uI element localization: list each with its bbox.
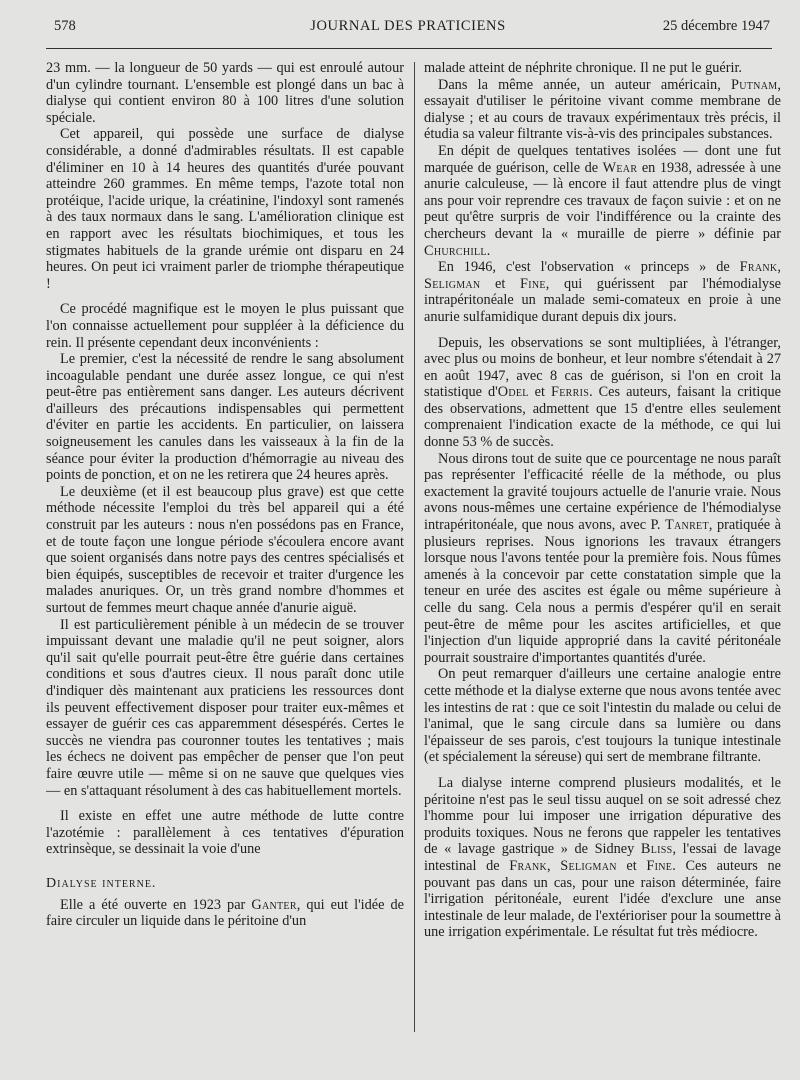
text-run: , qui eut l'idée de faire circuler un liquide dans le péritoine d'un	[46, 896, 404, 930]
paragraph	[424, 259, 781, 325]
page-number: 578	[54, 18, 76, 34]
author-name: Tanret	[665, 517, 709, 534]
text-run: .	[486, 242, 491, 259]
paragraph: On peut remarquer d'ailleurs une certaine analogie entre cette méthode et la dialyse externe que nous avons tentée avec les intestins de rat : que ce soit l'intestin du malade ou celui de l'animal, que le sang circule dans sa lumière ou dans l'épaisseur de ses parois, c'est toujours la tunique intestinale (et spécialement la séreuse) qui sert de membrane filtrante.	[424, 666, 781, 766]
author-name: Churchill	[424, 242, 487, 259]
text-run: . Ces auteurs ne pouvant pas dans un cas, pour une raison déterminée, faire l'irrigation péritonéale, eurent l'idée d'exclure une anse intestinale de leur malade, de l'extérioriser pour la soumettre à une irrigation expérimentale. Le résultat fut très médiocre.	[424, 857, 781, 941]
paragraph: Il est particulièrement pénible à un médecin de se trouver impuissant devant une maladie qu'il ne peut soigner, alors qu'il sait qu'elle pourrait peut-être être guérie dans certaines conditions et sous d'autres cieux. Il nous paraît donc utile d'indiquer dès maintenant aux praticiens les ressources dont ils peuvent effectivement disposer pour traiter eux-mêmes et essayer de guérir ces cas apparemment désespérés. Certes le succès ne viendra pas couronner toutes les tentatives ; mais les échecs ne doivent pas empêcher de penser que l'on peut faire œuvre utile — même si on ne sauve que quelques vies — en s'attaquant résolument à des cas habituellement mortels.	[46, 616, 404, 799]
paragraph: Le premier, c'est la nécessité de rendre le sang absolument incoagulable pendant une durée assez longue, ce qui n'est peut-être pas entièrement sans danger. Les auteurs décrivent d'ailleurs des précautions indispensables qui permettent d'éviter en partie les accidents. En particulier, on laissera soigneusement les canules dans les vaisseaux à la fin de la séance pour éviter la production d'hémorragie au niveau des points de ponction, et on ne les retirera que 24 heures après.	[46, 351, 404, 484]
header-rule	[46, 48, 772, 49]
paragraph	[424, 335, 781, 451]
paragraph: malade atteint de néphrite chronique. Il ne put le guérir.	[424, 60, 742, 76]
paragraph	[424, 775, 781, 941]
text-run: , essayait d'utiliser le péritoine vivant comme membrane de dialyse ; et au cours de travaux expérimentaux très précis, il étudia sa valeur filtrante vis-à-vis des principales substances.	[424, 76, 781, 143]
text-run: La dialyse interne comprend plusieurs modalités, et le péritoine n'est pas le seul tissu auquel on se soit adressé chez l'homme pour lui imposer une irrigation dépurative des produits toxiques. Nous ne ferons que rappeler les tentatives de « lavage gastrique » de Sidney	[424, 774, 781, 858]
text-run: , qui guérissent par l'hémodialyse intrapéritonéale un malade semi-comateux en proie à une anurie sulfamidique durant depuis dix jours.	[424, 275, 781, 325]
author-name: Seligman	[560, 857, 617, 874]
text-run: Elle a été ouverte en 1923 par	[60, 896, 252, 913]
text-run: Dans la même année, un auteur américain,	[438, 76, 731, 93]
text-run: et	[480, 275, 520, 292]
text-run: ,	[777, 259, 781, 276]
text-run: . Ces auteurs, faisant la critique des observations, admettent que 15 d'entre elles seulement comprenaient l'indication exacte de la méthode, ce qui lui donne 53 % de succès.	[424, 384, 781, 451]
text-run: et	[528, 384, 551, 401]
author-name: Bliss	[640, 841, 673, 858]
paragraph: Ce procédé magnifique est le moyen le plus puissant que l'on connaisse actuellement pour suppléer à la déficience du rein. Il présente cependant deux inconvénients :	[46, 301, 404, 351]
issue-date: 25 décembre 1947	[662, 18, 770, 34]
text-run: ,	[547, 857, 561, 874]
text-run: Nous dirons tout de suite que ce pourcentage ne nous paraît pas représenter l'efficacité réelle de la méthode, ou plus exactement la gravité toujours actuelle de l'anurie vraie. Nous avons nous-mêmes une certaine expérience de l'hémodialyse intrapéritonéale, que nous avons, avec P.	[424, 450, 781, 534]
right-column	[424, 60, 781, 1040]
paragraph: Il existe en effet une autre méthode de lutte contre l'azotémie : parallèlement à ces tentatives d'épuration extrinsèque, se dessinait la voie d'une	[46, 808, 404, 858]
paragraph	[424, 451, 781, 667]
author-name: Frank	[509, 857, 548, 874]
paragraph	[424, 143, 781, 259]
author-name: Frank	[739, 259, 778, 276]
author-name: Wear	[602, 159, 638, 176]
paragraph: Le deuxième (et il est beaucoup plus grave) est que cette méthode nécessite l'emploi du très bel appareil qui a été construit par les auteurs : nous n'en possédons pas en France, et de toute façon une longue période s'écoulera encore avant que soient organisés dans notre pays des centres spécialisés et bien équipés, susceptibles de recevoir et traiter d'urgence les malades anuriques. Or, un très grand nombre d'hommes et surtout de femmes meurt chaque année d'anurie aiguë.	[46, 483, 404, 616]
text-run: et	[616, 857, 647, 874]
journal-title: JOURNAL DES PRATICIENS	[310, 18, 506, 34]
text-run: Depuis, les observations se sont multipliées, à l'étranger, avec plus ou moins de bonheur, et leur nombre s'étendait à 27 en août 1947, avec 8 cas de guérison, si l'on en croit la statistique d'	[424, 334, 781, 401]
text-run: , l'essai de lavage intestinal de	[424, 841, 781, 874]
text-run: , pratiquée à plusieurs reprises. Nous ignorions les travaux étrangers lorsque nous l'avons tentée pour la première fois. Nous fûmes amenés à la concevoir par cette constatation simple que la teneur en urée des ascites est égale ou même supérieure à celle du sang. Cela nous a permis d'espérer qu'il en serait peut-être de même pour les ascites artificielles, et que l'injection d'un liquide approprié dans la cavité péritonéale pourrait soustraire d'importantes quantités d'urée.	[424, 517, 781, 666]
column-divider	[414, 62, 415, 1032]
author-name: Odel	[497, 384, 529, 401]
text-run: En 1946, c'est l'observation « princeps » de	[438, 259, 740, 276]
section-heading: Dialyse interne.	[46, 875, 157, 891]
author-name: Fine	[646, 857, 673, 874]
author-name: Ganter	[251, 896, 297, 913]
paragraph	[46, 897, 404, 930]
author-name: Fine	[519, 275, 546, 292]
text-run: En dépit de quelques tentatives isolées — dont une fut marquée de guérison, celle de	[424, 142, 781, 176]
author-name: Putnam	[731, 76, 778, 93]
text-run: en 1938, adressée à une anurie calculeuse, — là encore il faut attendre plus de vingt ans pour voir reprendre ces travaux de façon suivie : et on ne peut qu'être surpris de voir l'indifférence ou la crainte des chercheurs devant la « muraille de pierre » définie par	[424, 159, 781, 242]
running-header	[46, 18, 770, 42]
paragraph: Cet appareil, qui possède une surface de dialyse considérable, a donné d'admirables résultats. Il est capable d'éliminer en 10 à 14 heures des quantités d'urée pouvant atteindre 260 grammes. En même temps, l'azote total non protéique, l'acide urique, la créatinine, l'indoxyl sont ramenés à des taux normaux dans le sang. L'amélioration clinique est en rapport avec les résultats biochimiques, et tous les stigmates habituels de la grande urémie ont disparu en 24 heures. On peut ici vraiment parler de triomphe thérapeutique !	[46, 126, 404, 292]
author-name: Seligman	[424, 275, 481, 292]
left-column	[46, 60, 404, 1040]
paragraph	[424, 77, 781, 143]
author-name: Ferris	[550, 384, 590, 401]
paragraph: 23 mm. — la longueur de 50 yards — qui est enroulé autour d'un cylindre tournant. L'ensemble est plongé dans un bac à dialyse qui contient environ 80 à 100 litres d'une solution spéciale.	[46, 60, 404, 126]
